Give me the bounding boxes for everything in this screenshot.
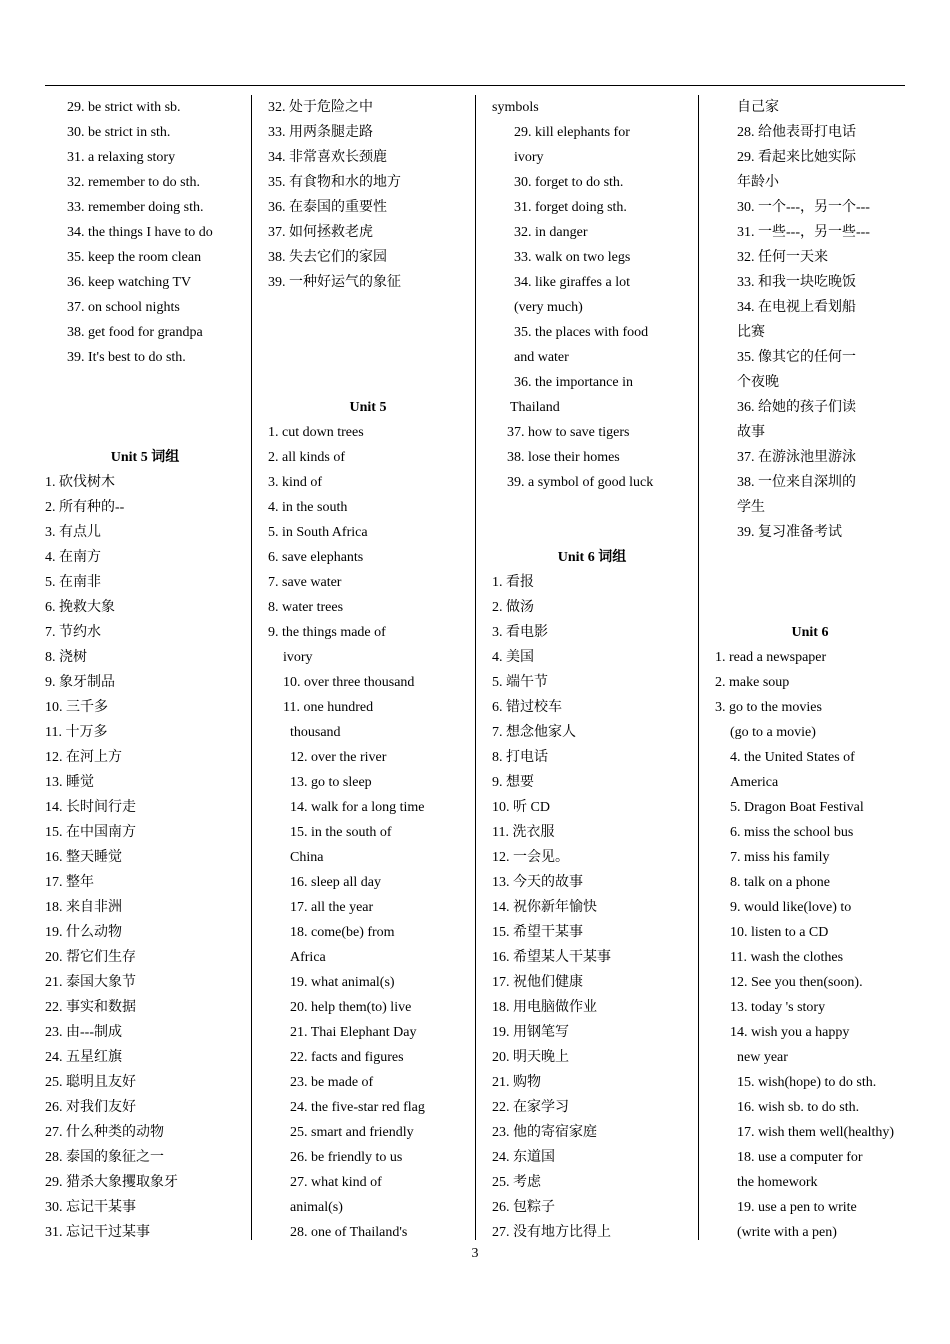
phrase-line: 26. 包粽子 <box>492 1200 555 1215</box>
phrase-line: 17. wish them well(healthy) <box>737 1125 895 1140</box>
phrase-line: 19. 什么动物 <box>45 925 122 940</box>
phrase-line: 1. cut down trees <box>268 425 364 440</box>
phrase-line: 6. miss the school bus <box>730 825 854 840</box>
phrase-line: 36. keep watching TV <box>67 275 192 290</box>
phrase-line: 21. 泰国大象节 <box>45 975 136 990</box>
phrase-line: 2. make soup <box>715 675 790 690</box>
phrase-line: 25. 聪明且友好 <box>45 1075 136 1090</box>
phrase-line: 8. 打电话 <box>492 750 548 765</box>
phrase-line: ivory <box>514 150 544 165</box>
phrase-line: 25. smart and friendly <box>290 1125 414 1140</box>
phrase-line: 24. 五星红旗 <box>45 1050 122 1065</box>
phrase-line: 30. be strict in sth. <box>67 125 171 140</box>
phrase-line: 比赛 <box>737 325 765 340</box>
phrase-line: 37. 如何拯救老虎 <box>268 225 373 240</box>
phrase-line: 31. 忘记干过某事 <box>45 1225 150 1240</box>
phrase-line: 7. 想念他家人 <box>492 725 576 740</box>
phrase-line: 29. 看起来比她实际 <box>737 150 856 165</box>
phrase-line: 27. 没有地方比得上 <box>492 1225 611 1240</box>
section-heading: Unit 6 词组 <box>557 550 627 565</box>
phrase-line: 12. over the river <box>290 750 387 765</box>
column-divider <box>475 95 476 1240</box>
phrase-line: 26. 对我们友好 <box>45 1100 136 1115</box>
phrase-line: 故事 <box>737 425 765 440</box>
phrase-line: 18. 用电脑做作业 <box>492 1000 597 1015</box>
phrase-line: 25. 考虑 <box>492 1175 541 1190</box>
phrase-line: Africa <box>290 950 326 965</box>
phrase-line: 16. wish sb. to do sth. <box>737 1100 860 1115</box>
phrase-line: (write with a pen) <box>737 1225 837 1240</box>
phrase-line: and water <box>514 350 569 365</box>
phrase-line: 32. remember to do sth. <box>67 175 200 190</box>
phrase-line: 32. 任何一天来 <box>737 250 828 265</box>
phrase-line: 6. save elephants <box>268 550 364 565</box>
phrase-line: 5. in South Africa <box>268 525 368 540</box>
phrase-line: 13. 今天的故事 <box>492 875 583 890</box>
phrase-line: 26. be friendly to us <box>290 1150 403 1165</box>
phrase-line: 24. the five-star red flag <box>290 1100 425 1115</box>
phrase-line: 15. wish(hope) to do sth. <box>737 1075 877 1090</box>
phrase-line: 32. 处于危险之中 <box>268 100 373 115</box>
phrase-line: 17. 整年 <box>45 875 94 890</box>
phrase-line: new year <box>737 1050 788 1065</box>
phrase-line: 23. 他的寄宿家庭 <box>492 1125 597 1140</box>
phrase-line: ivory <box>283 650 313 665</box>
phrase-line: 6. 错过校车 <box>492 700 562 715</box>
phrase-line: 39. It's best to do sth. <box>67 350 186 365</box>
phrase-line: 7. miss his family <box>730 850 830 865</box>
phrase-line: 28. 泰国的象征之一 <box>45 1150 164 1165</box>
phrase-line: 29. be strict with sb. <box>67 100 181 115</box>
phrase-line: 5. 在南非 <box>45 575 101 590</box>
section-heading: Unit 5 <box>349 400 387 415</box>
phrase-line: 12. 一会见。 <box>492 850 569 865</box>
phrase-line: 21. Thai Elephant Day <box>290 1025 417 1040</box>
phrase-line: 10. over three thousand <box>283 675 415 690</box>
phrase-line: 27. 什么种类的动物 <box>45 1125 164 1140</box>
phrase-line: 19. use a pen to write <box>737 1200 857 1215</box>
phrase-line: 34. 非常喜欢长颈鹿 <box>268 150 387 165</box>
phrase-line: 37. 在游泳池里游泳 <box>737 450 856 465</box>
phrase-line: 30. 忘记干某事 <box>45 1200 136 1215</box>
phrase-line: 30. 一个---，另一个--- <box>737 200 870 215</box>
column-divider <box>251 95 252 1240</box>
phrase-line: 33. 和我一块吃晚饭 <box>737 275 856 290</box>
phrase-line: 10. 听 CD <box>492 800 550 815</box>
phrase-line: 32. in danger <box>514 225 588 240</box>
phrase-line: 6. 挽救大象 <box>45 600 115 615</box>
phrase-line: 33. 用两条腿走路 <box>268 125 373 140</box>
phrase-line: 18. come(be) from <box>290 925 395 940</box>
phrase-line: 9. 象牙制品 <box>45 675 115 690</box>
phrase-line: 14. walk for a long time <box>290 800 425 815</box>
phrase-line: 31. forget doing sth. <box>514 200 627 215</box>
column-divider <box>698 95 699 1240</box>
phrase-line: 5. Dragon Boat Festival <box>730 800 864 815</box>
phrase-line: 35. keep the room clean <box>67 250 202 265</box>
phrase-line: 38. 一位来自深圳的 <box>737 475 856 490</box>
phrase-line: 38. 失去它们的家园 <box>268 250 387 265</box>
phrase-line: 16. sleep all day <box>290 875 381 890</box>
phrase-line: 35. the places with food <box>514 325 649 340</box>
phrase-line: 31. 一些---，另一些--- <box>737 225 870 240</box>
phrase-line: 27. what kind of <box>290 1175 382 1190</box>
phrase-line: 23. be made of <box>290 1075 374 1090</box>
phrase-line: 11. 洗衣服 <box>492 825 555 840</box>
phrase-line: 3. 有点儿 <box>45 525 101 540</box>
phrase-line: 8. 浇树 <box>45 650 87 665</box>
phrase-line: 7. 节约水 <box>45 625 101 640</box>
phrase-line: 22. 事实和数据 <box>45 1000 136 1015</box>
phrase-line: symbols <box>492 100 539 115</box>
phrase-line: 18. use a computer for <box>737 1150 863 1165</box>
phrase-line: 28. 给他表哥打电话 <box>737 125 856 140</box>
page-number: 3 <box>471 1246 479 1261</box>
phrase-line: 14. 祝你新年愉快 <box>492 900 597 915</box>
phrase-line: (very much) <box>514 300 583 315</box>
phrase-line: 4. 美国 <box>492 650 534 665</box>
phrase-line: 17. all the year <box>290 900 374 915</box>
phrase-line: 18. 来自非洲 <box>45 900 122 915</box>
phrase-line: 14. wish you a happy <box>730 1025 850 1040</box>
phrase-line: 17. 祝他们健康 <box>492 975 583 990</box>
phrase-line: 12. 在河上方 <box>45 750 122 765</box>
phrase-line: 13. today 's story <box>730 1000 826 1015</box>
phrase-line: 5. 端午节 <box>492 675 548 690</box>
phrase-line: 36. 在泰国的重要性 <box>268 200 387 215</box>
phrase-line: 2. all kinds of <box>268 450 345 465</box>
phrase-line: 36. 给她的孩子们读 <box>737 400 856 415</box>
phrase-line: 20. 帮它们生存 <box>45 950 136 965</box>
phrase-line: 15. in the south of <box>290 825 392 840</box>
phrase-line: 36. the importance in <box>514 375 633 390</box>
phrase-line: 4. 在南方 <box>45 550 101 565</box>
phrase-line: 13. 睡觉 <box>45 775 94 790</box>
phrase-line: 7. save water <box>268 575 342 590</box>
phrase-line: China <box>290 850 324 865</box>
phrase-line: 33. walk on two legs <box>514 250 631 265</box>
phrase-line: 33. remember doing sth. <box>67 200 204 215</box>
phrase-line: 28. one of Thailand's <box>290 1225 408 1240</box>
phrase-line: animal(s) <box>290 1200 343 1215</box>
phrase-line: 11. 十万多 <box>45 725 108 740</box>
phrase-line: 2. 所有种的-- <box>45 500 125 515</box>
phrase-line: 31. a relaxing story <box>67 150 176 165</box>
phrase-line: 37. how to save tigers <box>507 425 630 440</box>
phrase-line: 34. 在电视上看划船 <box>737 300 856 315</box>
phrase-line: 学生 <box>737 500 765 515</box>
phrase-line: 37. on school nights <box>67 300 180 315</box>
phrase-line: 39. 一种好运气的象征 <box>268 275 401 290</box>
phrase-line: 20. 明天晚上 <box>492 1050 569 1065</box>
phrase-line: 3. 看电影 <box>492 625 548 640</box>
phrase-line: 8. talk on a phone <box>730 875 830 890</box>
phrase-line: 16. 希望某人干某事 <box>492 950 611 965</box>
phrase-line: (go to a movie) <box>730 725 816 740</box>
phrase-line: 15. 希望干某事 <box>492 925 583 940</box>
phrase-line: 19. what animal(s) <box>290 975 395 990</box>
phrase-line: 16. 整天睡觉 <box>45 850 122 865</box>
section-heading: Unit 5 词组 <box>110 450 180 465</box>
phrase-line: 年龄小 <box>737 175 779 190</box>
phrase-line: 8. water trees <box>268 600 344 615</box>
phrase-line: 20. help them(to) live <box>290 1000 412 1015</box>
header-rule <box>45 85 905 86</box>
phrase-line: 9. 想要 <box>492 775 534 790</box>
phrase-line: 35. 有食物和水的地方 <box>268 175 401 190</box>
phrase-line: 35. 像其它的任何一 <box>737 350 856 365</box>
phrase-line: 38. get food for grandpa <box>67 325 203 340</box>
phrase-line: 39. 复习准备考试 <box>737 525 842 540</box>
phrase-line: 10. listen to a CD <box>730 925 829 940</box>
phrase-line: 29. 猎杀大象攫取象牙 <box>45 1175 178 1190</box>
phrase-line: 1. 看报 <box>492 575 534 590</box>
phrase-line: 22. 在家学习 <box>492 1100 569 1115</box>
phrase-line: America <box>730 775 779 790</box>
phrase-line: 34. like giraffes a lot <box>514 275 630 290</box>
phrase-line: the homework <box>737 1175 818 1190</box>
phrase-line: 自己家 <box>737 100 779 115</box>
phrase-line: 10. 三千多 <box>45 700 108 715</box>
phrase-line: 1. read a newspaper <box>715 650 827 665</box>
phrase-line: 2. 做汤 <box>492 600 534 615</box>
phrase-line: 24. 东道国 <box>492 1150 555 1165</box>
phrase-line: 3. kind of <box>268 475 323 490</box>
phrase-line: 19. 用钢笔写 <box>492 1025 569 1040</box>
phrase-line: 9. would like(love) to <box>730 900 852 915</box>
phrase-line: 11. one hundred <box>283 700 374 715</box>
phrase-line: 15. 在中国南方 <box>45 825 136 840</box>
phrase-line: 11. wash the clothes <box>730 950 844 965</box>
phrase-line: 12. See you then(soon). <box>730 975 863 990</box>
phrase-line: 13. go to sleep <box>290 775 372 790</box>
phrase-line: 23. 由---制成 <box>45 1025 122 1040</box>
phrase-line: 4. the United States of <box>730 750 855 765</box>
phrase-line: 38. lose their homes <box>507 450 620 465</box>
phrase-line: 4. in the south <box>268 500 348 515</box>
phrase-line: 21. 购物 <box>492 1075 541 1090</box>
phrase-line: 1. 砍伐树木 <box>45 475 115 490</box>
phrase-line: 14. 长时间行走 <box>45 800 136 815</box>
phrase-line: 39. a symbol of good luck <box>507 475 654 490</box>
phrase-line: 3. go to the movies <box>715 700 822 715</box>
phrase-line: 30. forget to do sth. <box>514 175 624 190</box>
phrase-line: 9. the things made of <box>268 625 386 640</box>
phrase-line: 29. kill elephants for <box>514 125 630 140</box>
phrase-line: 22. facts and figures <box>290 1050 404 1065</box>
phrase-line: 34. the things I have to do <box>67 225 213 240</box>
phrase-line: Thailand <box>510 400 560 415</box>
section-heading: Unit 6 <box>791 625 829 640</box>
phrase-line: thousand <box>290 725 341 740</box>
phrase-line: 个夜晚 <box>737 375 779 390</box>
